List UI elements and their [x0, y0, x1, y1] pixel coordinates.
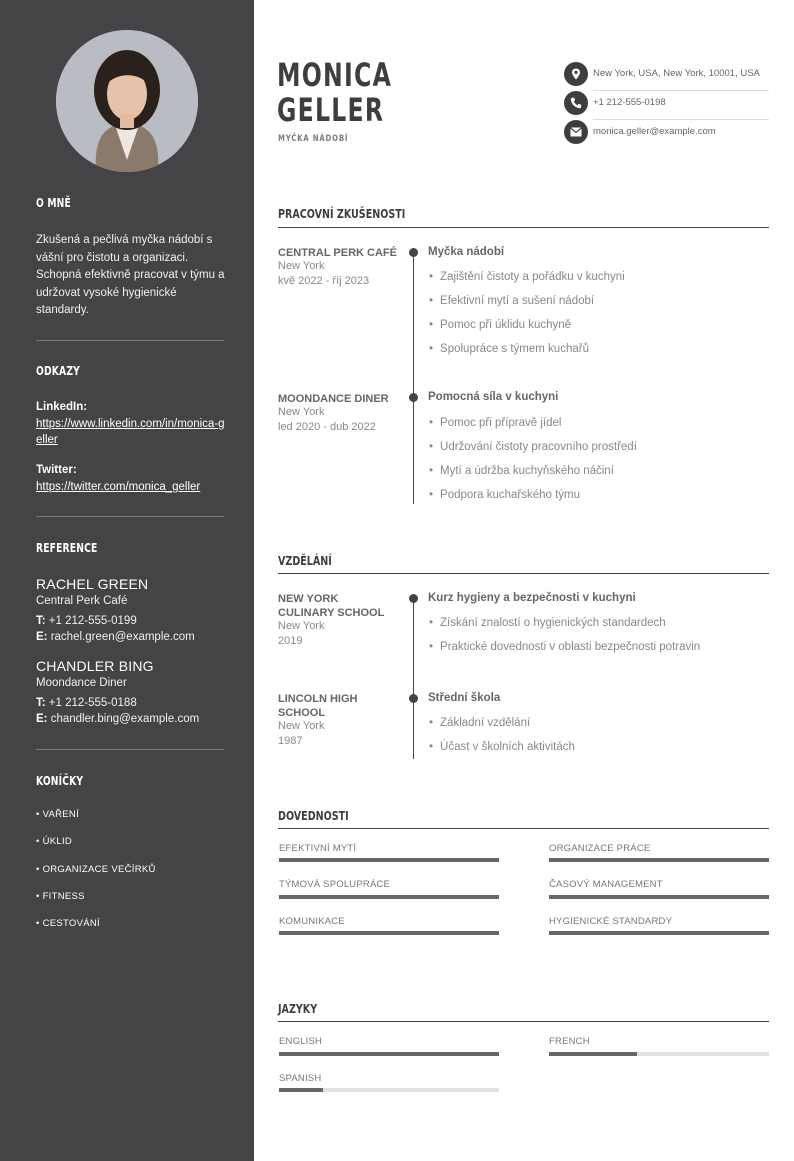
name-line-last: GELLER	[277, 91, 385, 129]
skill-name: HYGIENICKÉ STANDARDY	[549, 916, 673, 927]
phone-value: +1 212-555-0199	[48, 615, 137, 627]
divider	[36, 749, 224, 750]
employment-dates: led 2020 - dub 2022	[278, 421, 376, 433]
skills-heading: DOVEDNOSTI	[278, 808, 349, 823]
education-detail: • Praktické dovednosti v oblasti bezpečnosti potravin	[429, 641, 700, 653]
divider	[36, 340, 224, 341]
duty-item: • Efektivní mytí a sušení nádobí	[429, 295, 594, 307]
reference-name: CHANDLER BING	[36, 658, 154, 674]
skill-bar-fill	[279, 858, 499, 862]
about-text: Zkušená a pečlivá myčka nádobí s vášní pro čistotu a organizaci. Schopná efektivně pracovat v týmu a udržovat vysoké hygienické standardy.	[36, 234, 225, 316]
duty-item: • Zajištění čistoty a pořádku v kuchyni	[429, 271, 625, 283]
skill-bar-fill	[549, 858, 769, 862]
language-bar	[549, 1052, 769, 1056]
school-name-line: LINCOLN HIGH	[278, 693, 358, 705]
phone-label: T:	[36, 697, 46, 709]
school-location: New York	[278, 720, 325, 732]
skill-bar	[279, 858, 499, 862]
timeline-dot	[409, 594, 418, 603]
timeline-dot	[409, 393, 418, 402]
degree-title: Střední škola	[428, 692, 501, 704]
education-heading: VZDĚLÁNÍ	[278, 553, 332, 568]
divider	[36, 516, 224, 517]
linkedin-label: LinkedIn:	[36, 401, 88, 413]
phone-icon	[564, 91, 588, 115]
language-bar-fill	[279, 1052, 499, 1056]
skill-bar	[549, 858, 769, 862]
skill-bar-fill	[279, 895, 499, 899]
links-heading: ODKAZY	[36, 364, 80, 378]
sidebar	[0, 0, 254, 1161]
job-role: Pomocná síla v kuchyni	[428, 391, 559, 403]
education-detail: • Získání znalostí o hygienických standardech	[429, 617, 666, 629]
employer-name: CENTRAL PERK CAFÉ	[278, 247, 397, 259]
hobby-item: • ORGANIZACE VEČÍRKŮ	[36, 864, 156, 875]
phone-value: +1 212-555-0188	[48, 697, 137, 709]
email-text: monica.geller@example.com	[593, 126, 716, 137]
skill-name: TÝMOVÁ SPOLUPRÁCE	[279, 879, 391, 890]
language-name: ENGLISH	[279, 1036, 323, 1047]
reference-company: Moondance Diner	[36, 677, 127, 689]
name-line-first: MONICA	[277, 56, 393, 94]
envelope-icon	[564, 120, 588, 144]
languages-heading: JAZYKY	[278, 1001, 318, 1016]
duty-item: • Udržování čistoty pracovního prostředí	[429, 441, 637, 453]
timeline-line	[413, 250, 414, 504]
language-bar	[279, 1052, 499, 1056]
skill-bar-fill	[549, 931, 769, 935]
linkedin-link[interactable]: https://www.linkedin.com/in/monica-geller	[36, 418, 225, 446]
twitter-link[interactable]: https://twitter.com/monica_geller	[36, 481, 201, 493]
employment-dates: kvě 2022 - říj 2023	[278, 275, 370, 287]
skill-name: KOMUNIKACE	[279, 916, 345, 927]
job-title: MYČKA NÁDOBÍ	[278, 134, 349, 144]
employer-location: New York	[278, 406, 325, 418]
duty-item: • Spolupráce s týmem kuchařů	[429, 343, 589, 355]
hobby-item: • ÚKLID	[36, 836, 73, 847]
hobby-item: • FITNESS	[36, 891, 85, 902]
skill-bar	[279, 931, 499, 935]
school-name	[278, 592, 398, 620]
references-heading: REFERENCE	[36, 541, 98, 555]
hobbies-heading: KONÍČKY	[36, 774, 84, 788]
language-bar-fill	[549, 1052, 637, 1056]
section-divider	[278, 227, 769, 228]
language-bar-fill	[279, 1088, 323, 1092]
graduation-year: 1987	[278, 735, 303, 747]
education-detail: • Účast v školních aktivitách	[429, 741, 575, 753]
school-name-line: CULINARY SCHOOL	[278, 607, 385, 619]
about-heading: O MNĚ	[36, 196, 71, 210]
timeline-dot	[409, 694, 418, 703]
hobby-item: • VAŘENÍ	[36, 809, 80, 820]
timeline-line	[413, 596, 414, 759]
duty-item: • Mytí a údržba kuchyňského náčiní	[429, 465, 614, 477]
twitter-label: Twitter:	[36, 464, 77, 476]
language-bar	[279, 1088, 499, 1092]
reference-email	[36, 713, 199, 725]
timeline-dot	[409, 248, 418, 257]
address-text: New York, USA, New York, 10001, USA	[593, 68, 760, 79]
skill-name: EFEKTIVNÍ MYTÍ	[279, 843, 357, 854]
education-detail: • Základní vzdělání	[429, 717, 530, 729]
email-label: E:	[36, 713, 48, 725]
reference-company: Central Perk Café	[36, 595, 128, 607]
person-name	[277, 58, 392, 128]
skill-bar-fill	[279, 931, 499, 935]
school-name	[278, 692, 398, 720]
skill-bar	[279, 895, 499, 899]
phone-label: T:	[36, 615, 46, 627]
experience-heading: PRACOVNÍ ZKUŠENOSTI	[278, 206, 406, 221]
contact-email	[564, 120, 769, 149]
skill-bar	[549, 895, 769, 899]
reference-name: RACHEL GREEN	[36, 576, 149, 592]
avatar	[56, 30, 198, 172]
location-pin-icon	[564, 62, 588, 86]
section-divider	[278, 1021, 769, 1022]
portrait-photo	[56, 30, 198, 172]
hobby-item: • CESTOVÁNÍ	[36, 918, 100, 929]
job-role: Myčka nádobí	[428, 246, 505, 258]
graduation-year: 2019	[278, 635, 303, 647]
school-name-line: SCHOOL	[278, 707, 326, 719]
contact-phone	[564, 91, 769, 120]
skill-bar	[549, 931, 769, 935]
skill-name: ČASOVÝ MANAGEMENT	[549, 879, 663, 890]
reference-phone	[36, 615, 137, 627]
section-divider	[278, 828, 769, 829]
phone-text: +1 212-555-0198	[593, 97, 666, 108]
duty-item: • Pomoc při úklidu kuchyně	[429, 319, 571, 331]
duty-item: • Podpora kuchařského týmu	[429, 489, 580, 501]
language-name: SPANISH	[279, 1073, 322, 1084]
contact-address	[564, 62, 769, 91]
school-name-line: NEW YORK	[278, 593, 339, 605]
reference-phone	[36, 697, 137, 709]
skill-name: ORGANIZACE PRÁCE	[549, 843, 651, 854]
employer-name: MOONDANCE DINER	[278, 393, 389, 405]
reference-email	[36, 631, 195, 643]
school-location: New York	[278, 620, 325, 632]
email-value: chandler.bing@example.com	[50, 713, 200, 725]
section-divider	[278, 573, 769, 574]
email-label: E:	[36, 631, 48, 643]
degree-title: Kurz hygieny a bezpečnosti v kuchyni	[428, 592, 636, 604]
employer-location: New York	[278, 260, 325, 272]
language-name: FRENCH	[549, 1036, 590, 1047]
email-value: rachel.green@example.com	[50, 631, 195, 643]
skill-bar-fill	[549, 895, 769, 899]
duty-item: • Pomoc při přípravě jídel	[429, 417, 561, 429]
